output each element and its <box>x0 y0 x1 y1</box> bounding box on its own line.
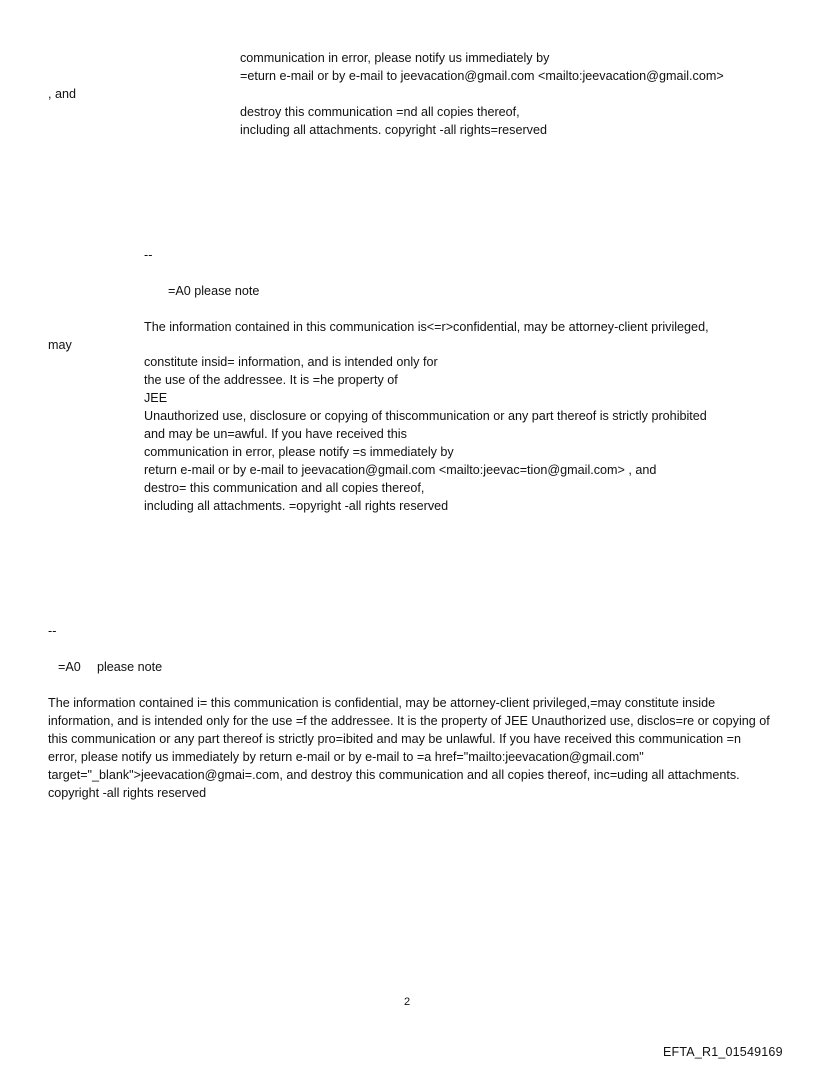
block1-line-1: communication in error, please notify us immediately by <box>240 51 550 65</box>
block1-line-4: destroy this communication =nd all copies thereof, <box>240 105 520 119</box>
block3-separator: -- <box>48 624 57 638</box>
block2-line-9: destro= this communication and all copies thereof, <box>144 481 425 495</box>
block2-line-1-wrap: may <box>48 338 72 352</box>
block2-separator: -- <box>144 248 153 262</box>
block3-paragraph: The information contained i= this communication is confidential, may be attorney-client privileged,=may constitute inside information, and is intended only for the use =f the addressee. It is the property of JEE Unauthorized use, disclos=re or copying of this communication or any part thereof is strictly pro=ibited and may be unlawful. If you have received this communication =n error, please notify us immediately by return e-mail or by e-mail to =a href="mailto:jeevacation@gmail.com" target="_blank">jeevacation@gmai=.com, and destroy this communication and all copies thereof, inc=uding all attachments. copyright -all rights reserved <box>48 696 770 800</box>
bates-id: EFTA_R1_01549169 <box>663 1045 783 1059</box>
page-number: 2 <box>404 996 411 1008</box>
block3-note-prefix: =A0 <box>58 660 81 674</box>
block2-line-8: return e-mail or by e-mail to jeevacation@gmail.com <mailto:jeevac=tion@gmail.com> , and <box>144 463 657 477</box>
block2-line-7: communication in error, please notify =s immediately by <box>144 445 454 459</box>
block1-line-2: =eturn e-mail or by e-mail to jeevacation@gmail.com <mailto:jeevacation@gmail.com> <box>240 69 724 83</box>
block2-line-5: Unauthorized use, disclosure or copying of thiscommunication or any part thereof is strictly prohibited <box>144 409 707 423</box>
block2-line-6: and may be un=awful. If you have received this <box>144 427 407 441</box>
block1-line-3: , and <box>48 87 77 101</box>
block2-line-1: The information contained in this communication is<=r>confidential, may be attorney-client privileged, <box>144 320 709 334</box>
block3-note-text: please note <box>97 660 163 674</box>
block2-line-4: JEE <box>144 391 168 405</box>
block2-note: =A0 please note <box>168 284 260 298</box>
block2-line-3: the use of the addressee. It is =he property of <box>144 373 398 387</box>
block1-line-5: including all attachments. copyright -all rights=reserved <box>240 123 547 137</box>
block2-line-2: constitute insid= information, and is intended only for <box>144 355 438 369</box>
block2-line-10: including all attachments. =opyright -all rights reserved <box>144 499 449 513</box>
